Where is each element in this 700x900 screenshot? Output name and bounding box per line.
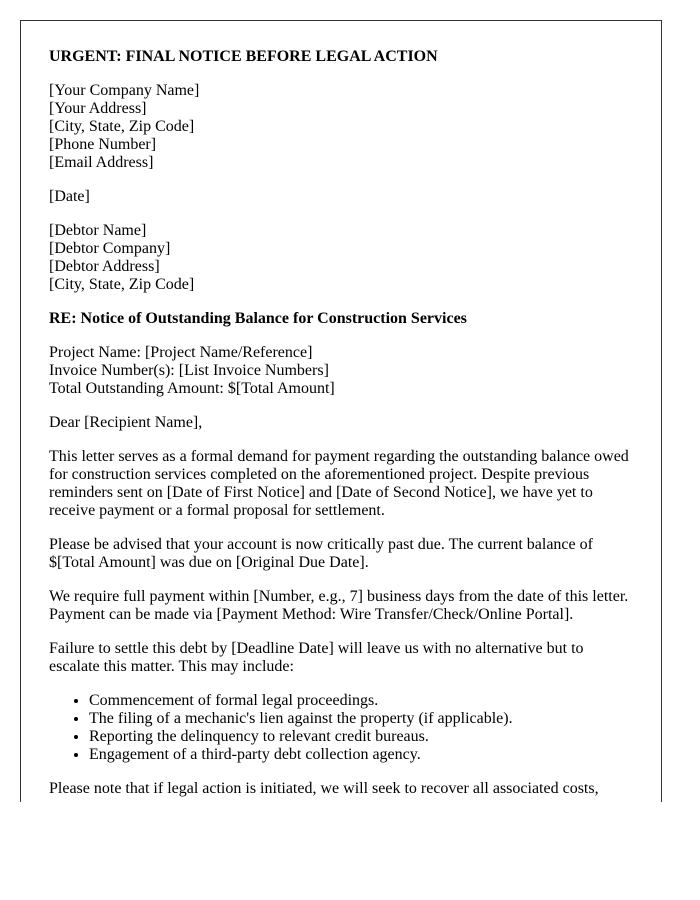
list-item: • Reporting the delinquency to relevant credit bureaus. (89, 728, 632, 746)
details-block (49, 344, 632, 398)
sender-company: [Your Company Name] (49, 82, 200, 99)
sender-phone: [Phone Number] (49, 136, 157, 153)
subject-line: RE: Notice of Outstanding Balance for Construction Services (49, 310, 467, 327)
sender-email: [Email Address] (49, 154, 154, 171)
sender-block (49, 82, 632, 172)
paragraph: Please be advised that your account is now critically past due. The current balance of $[Total Amount] was due on [Original Due Date]. (49, 536, 593, 571)
debtor-company: [Debtor Company] (49, 240, 171, 257)
closing-paragraph: Please note that if legal action is initiated, we will seek to recover all associated costs, (49, 780, 599, 797)
letter-date: [Date] (49, 188, 90, 205)
debtor-city: [City, State, Zip Code] (49, 276, 195, 293)
paragraph: We require full payment within [Number, e.g., 7] business days from the date of this letter. Payment can be made via [Payment Method: Wire Transfer/Check/Online Portal]. (49, 588, 629, 623)
letter-document (20, 20, 662, 802)
recipient-block (49, 222, 632, 294)
list-item: • Commencement of formal legal proceedings. (89, 692, 632, 710)
invoice-numbers: Invoice Number(s): [List Invoice Numbers] (49, 362, 329, 379)
sender-city: [City, State, Zip Code] (49, 118, 195, 135)
list-item: • Engagement of a third-party debt collection agency. (89, 746, 632, 764)
total-amount: Total Outstanding Amount: $[Total Amount] (49, 380, 335, 397)
actions-list (49, 692, 632, 764)
sender-address: [Your Address] (49, 100, 147, 117)
list-item: • The filing of a mechanic's lien against the property (if applicable). (89, 710, 632, 728)
debtor-address: [Debtor Address] (49, 258, 160, 275)
debtor-name: [Debtor Name] (49, 222, 147, 239)
letter-title: URGENT: FINAL NOTICE BEFORE LEGAL ACTION (49, 48, 438, 65)
paragraph: Failure to settle this debt by [Deadline Date] will leave us with no alternative but to escalate this matter. This may include: (49, 640, 584, 675)
paragraph: This letter serves as a formal demand for payment regarding the outstanding balance owed for construction services completed on the aforementioned project. Despite previous reminders sent on [Date of First Notice] and [Date of Second Notice], we have yet to receive payment or a formal proposal for settlement. (49, 448, 629, 519)
project-name: Project Name: [Project Name/Reference] (49, 344, 313, 361)
salutation: Dear [Recipient Name], (49, 414, 203, 431)
